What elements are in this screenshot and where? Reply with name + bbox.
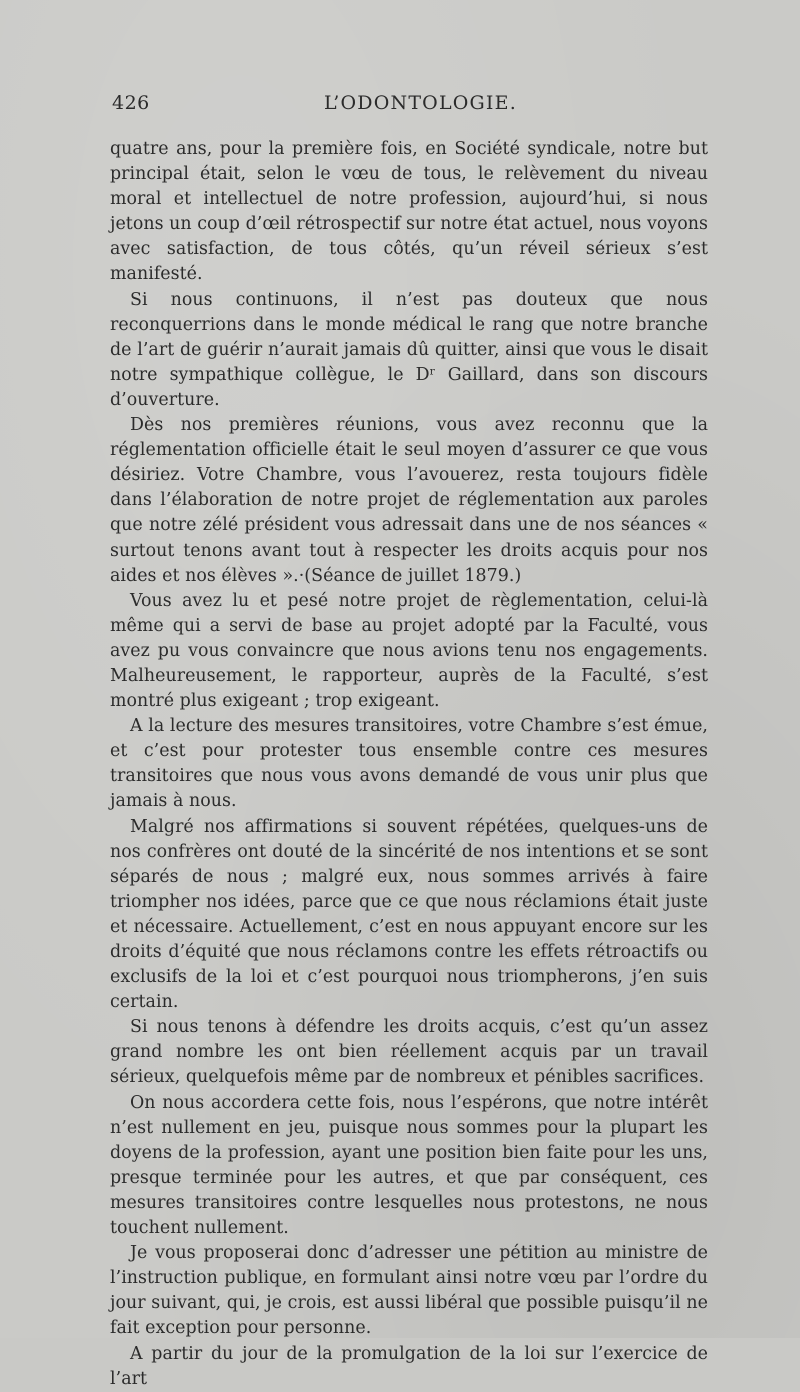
paragraph: A partir du jour de la promulgation de la loi sur l’exercice de l’art: [110, 1343, 708, 1389]
page-header: [112, 92, 707, 122]
paragraph: Si nous tenons à défendre les droits acquis, c’est qu’un assez grand nombre les ont bien réellement acquis par un travail sérieux, quelquefois même par de nombreux et pénibles sacrifices.: [110, 1017, 708, 1088]
paragraph: Dès nos premières réunions, vous avez reconnu que la réglementation officielle était le seul moyen d’assurer ce que vous désiriez. Votre Chambre, vous l’avouerez, resta toujours fidèle dans l’élaboration de notre projet de réglementation aux paroles que notre zélé président vous adressait dans une de nos séances « surtout tenons avant tout à respecter les droits acquis pour nos aides et nos élèves ».·(Séance de juillet 1879.): [110, 415, 708, 586]
paragraph: quatre ans, pour la première fois, en Société syndicale, notre but principal était, selon le vœu de tous, le relèvement du niveau moral et intellectuel de notre profession, aujourd’hui, si nous jetons un coup d’œil rétrospectif sur notre état actuel, nous voyons avec satisfaction, de tous côtés, qu’un réveil sérieux s’est manifesté.: [110, 139, 708, 285]
paragraph: Si nous continuons, il n’est pas douteux que nous reconquerrions dans le monde médical le rang que notre branche de l’art de guérir n’aurait jamais dû quitter, ainsi que vous le disait notre sympathique collègue, le Dʳ Gaillard, dans son discours d’ouverture.: [110, 289, 708, 410]
running-title: L’ODONTOLOGIE.: [324, 92, 517, 114]
paragraph: Vous avez lu et pesé notre projet de règlementation, celui-là même qui a servi de base au projet adopté par la Faculté, vous avez pu vous convaincre que nous avions tenu nos engagements. Malheureusement, le rapporteur, auprès de la Faculté, s’est montré plus exigeant ; trop exigeant.: [110, 590, 708, 712]
paragraph: Malgré nos affirmations si souvent répétées, quelques-uns de nos confrères ont douté de la sincérité de nos intentions et se sont séparés de nous ; malgré eux, nous sommes arrivés à faire triompher nos idées, parce que ce que nous réclamions était juste et nécessaire. Actuellement, c’est en nous appuyant encore sur les droits d’équité que nous réclamons contre les effets rétroactifs ou exclusifs de la loi et c’est pourquoi nous triompherons, j’en suis certain.: [110, 816, 708, 1013]
body-text: [110, 137, 708, 1392]
paragraph: On nous accordera cette fois, nous l’espérons, que notre intérêt n’est nullement en jeu, puisque nous sommes pour la plupart les doyens de la profession, ayant une position bien faite pour les uns, presque terminée pour les autres, et que par conséquent, ces mesures transitoires contre lesquelles nous protestons, ne nous touchent nullement.: [110, 1092, 708, 1239]
paragraph: A la lecture des mesures transitoires, votre Chambre s’est émue, et c’est pour protester tous ensemble contre ces mesures transitoires que nous vous avons demandé de vous unir plus que jamais à nous.: [110, 716, 708, 812]
paragraph: Je vous proposerai donc d’adresser une pétition au ministre de l’instruction publique, en formulant ainsi notre vœu par l’ordre du jour suivant, qui, je crois, est aussi libéral que possible puisqu’il ne fait exception pour personne.: [110, 1243, 708, 1339]
page-number: 426: [112, 92, 150, 114]
